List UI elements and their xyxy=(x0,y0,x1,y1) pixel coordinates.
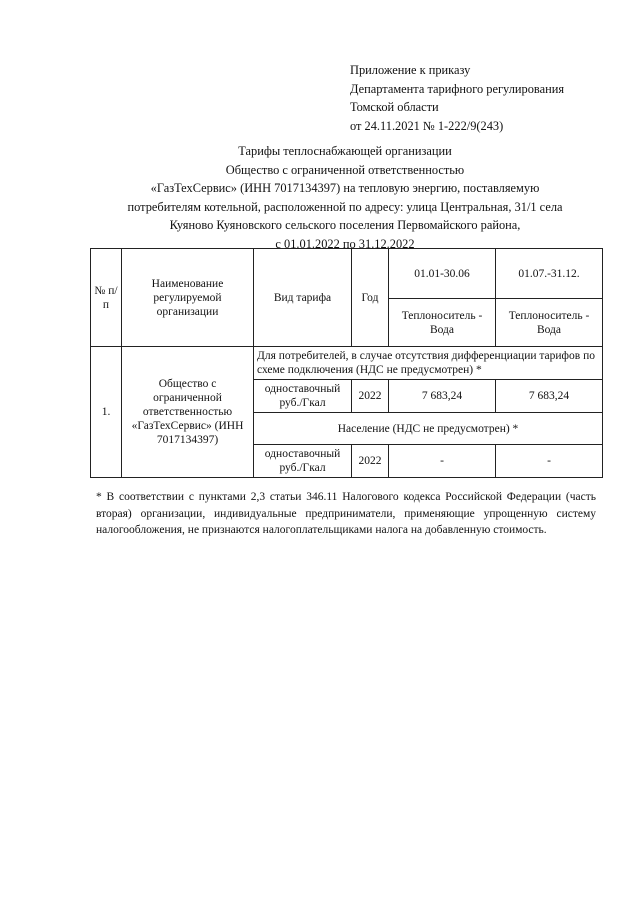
header-period-1: 01.01-30.06 xyxy=(389,249,496,299)
title-line: Тарифы теплоснабжающей организации xyxy=(238,144,452,158)
title-line: Общество с ограниченной ответственностью xyxy=(225,162,465,177)
header-year: Год xyxy=(352,249,389,347)
title-line: Куяново Куяновского сельского поселения Первомайского района, xyxy=(169,218,521,232)
section-population: Население (НДС не предусмотрен) * xyxy=(254,413,603,445)
appendix-line: Приложение к приказу xyxy=(350,63,471,77)
section-consumers: Для потребителей, в случае отсутствия дифференциации тарифов по схеме подключения (НДС не предусмотрен) * xyxy=(254,347,603,380)
title-line: потребителям котельной, расположенной по адресу: улица Центральная, 31/1 села xyxy=(127,199,563,214)
header-tariff-type: Вид тарифа xyxy=(254,249,352,347)
footnote: * В соответствии с пунктами 2,3 статьи 346.11 Налогового кодекса Российской Федерации (часть вторая) организации, индивидуальные предприниматели, применяющие упрощенную систему налогообложения, не признаются налогоплательщиками налога на добавленную стоимость. xyxy=(96,491,596,536)
value-cell: - xyxy=(389,445,496,478)
header-carrier-2: Теплоноситель - Вода xyxy=(496,299,603,347)
year-cell: 2022 xyxy=(352,445,389,478)
value-cell: 7 683,24 xyxy=(389,380,496,413)
table-row xyxy=(91,347,603,380)
header-period-2: 01.07.-31.12. xyxy=(496,249,603,299)
table-header-row xyxy=(91,249,603,299)
appendix-line: Томской области xyxy=(350,100,439,114)
tariff-type-cell: одноставочный руб./Гкал xyxy=(254,445,352,478)
header-org: Наименование регулируемой организации xyxy=(122,249,254,347)
header-num: № п/п xyxy=(91,249,122,347)
title-line: с 01.01.2022 по 31.12.2022 xyxy=(275,236,415,251)
value-cell: 7 683,24 xyxy=(496,380,603,413)
document-title xyxy=(80,142,610,253)
appendix-header xyxy=(350,61,564,135)
appendix-line: Департамента тарифного регулирования xyxy=(350,81,565,96)
tariff-table xyxy=(90,248,603,478)
value-cell: - xyxy=(496,445,603,478)
org-name: Общество с ограниченной ответственностью «ГазТехСервис» (ИНН 7017134397) xyxy=(122,347,254,478)
tariff-type-cell: одноставочный руб./Гкал xyxy=(254,380,352,413)
appendix-line: от 24.11.2021 № 1-222/9(243) xyxy=(350,118,504,133)
header-carrier-1: Теплоноситель - Вода xyxy=(389,299,496,347)
year-cell: 2022 xyxy=(352,380,389,413)
row-number: 1. xyxy=(91,347,122,478)
title-line: «ГазТехСервис» (ИНН 7017134397) на тепловую энергию, поставляемую xyxy=(150,181,540,195)
